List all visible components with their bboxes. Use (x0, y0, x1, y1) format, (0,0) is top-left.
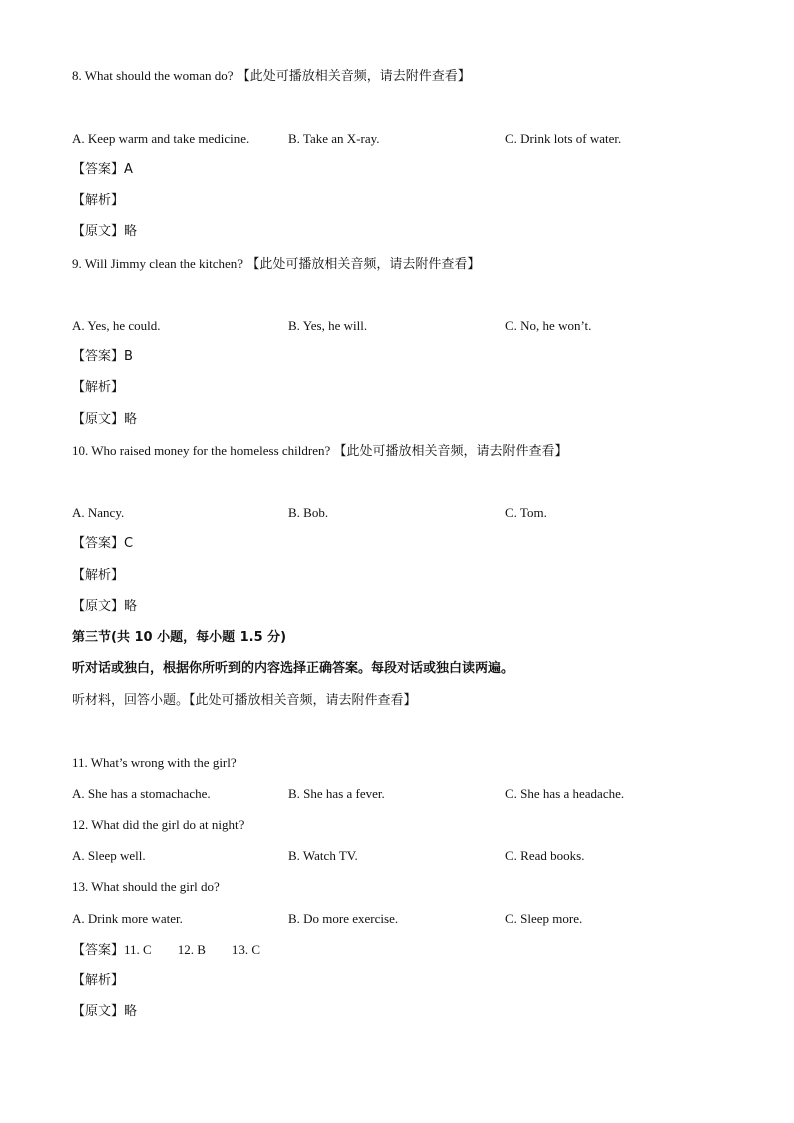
question-8-original: 【原文】略 (72, 224, 138, 239)
question-13-options (72, 910, 732, 928)
question-8-option-b: B. Take an X-ray. (288, 131, 380, 146)
question-10-stem: 10. Who raised money for the homeless children? 【此处可播放相关音频，请去附件查看】 (72, 443, 568, 458)
question-9-original: 【原文】略 (72, 412, 138, 427)
question-9-option-b: B. Yes, he will. (288, 318, 368, 333)
group-answer-label: 【答案】 (72, 943, 125, 958)
question-12-option-c: C. Read books. (505, 848, 585, 863)
group-answer-item: 13. C (231, 942, 261, 957)
question-8-option-a: A. Keep warm and take medicine. (72, 131, 250, 146)
question-10-option-b: B. Bob. (288, 505, 329, 520)
question-11-option-b: B. She has a fever. (288, 786, 385, 801)
group-answer-item: 12. B (177, 942, 206, 957)
question-11-stem: 11. What’s wrong with the girl? (72, 755, 237, 770)
question-8-answer: 【答案】A (72, 162, 133, 177)
question-13-option-a: A. Drink more water. (72, 911, 183, 926)
question-13-option-b: B. Do more exercise. (288, 911, 399, 926)
question-11-option-c: C. She has a headache. (505, 786, 625, 801)
question-9-answer: 【答案】B (72, 349, 133, 364)
section-3-material: 听材料，回答小题。【此处可播放相关音频，请去附件查看】 (72, 693, 417, 708)
question-10-analysis: 【解析】 (72, 568, 125, 583)
question-9-stem: 9. Will Jimmy clean the kitchen? 【此处可播放相关音频，请去附件查看】 (72, 256, 481, 271)
question-9-option-c: C. No, he won’t. (505, 318, 592, 333)
question-9-options (72, 317, 732, 335)
question-10-options (72, 504, 732, 522)
question-10-option-c: C. Tom. (505, 505, 547, 520)
question-12-options (72, 847, 732, 865)
section-3-heading: 第三节(共 10 小题，每小题 1.5 分) (72, 630, 287, 645)
question-9-option-a: A. Yes, he could. (72, 318, 161, 333)
question-10-option-a: A. Nancy. (72, 505, 125, 520)
question-8-option-c: C. Drink lots of water. (505, 131, 622, 146)
question-12-option-b: B. Watch TV. (288, 848, 358, 863)
question-12-stem: 12. What did the girl do at night? (72, 817, 245, 832)
question-8-analysis: 【解析】 (72, 193, 125, 208)
question-13-stem: 13. What should the girl do? (72, 879, 220, 894)
section-3-instruction: 听对话或独白，根据你所听到的内容选择正确答案。每段对话或独白读两遍。 (72, 661, 515, 676)
question-12-option-a: A. Sleep well. (72, 848, 146, 863)
question-10-answer: 【答案】C (72, 536, 134, 551)
question-10-original: 【原文】略 (72, 599, 138, 614)
group-answer-item: 11. C (124, 942, 152, 957)
question-11-option-a: A. She has a stomachache. (72, 786, 211, 801)
question-9-analysis: 【解析】 (72, 380, 125, 395)
group-analysis: 【解析】 (72, 973, 125, 988)
question-13-option-c: C. Sleep more. (505, 911, 583, 926)
group-original: 【原文】略 (72, 1004, 138, 1019)
group-answer (72, 941, 286, 960)
question-8-options (72, 130, 732, 148)
question-11-options (72, 785, 732, 803)
question-8-stem: 8. What should the woman do? 【此处可播放相关音频，请去附件查看】 (72, 68, 471, 83)
